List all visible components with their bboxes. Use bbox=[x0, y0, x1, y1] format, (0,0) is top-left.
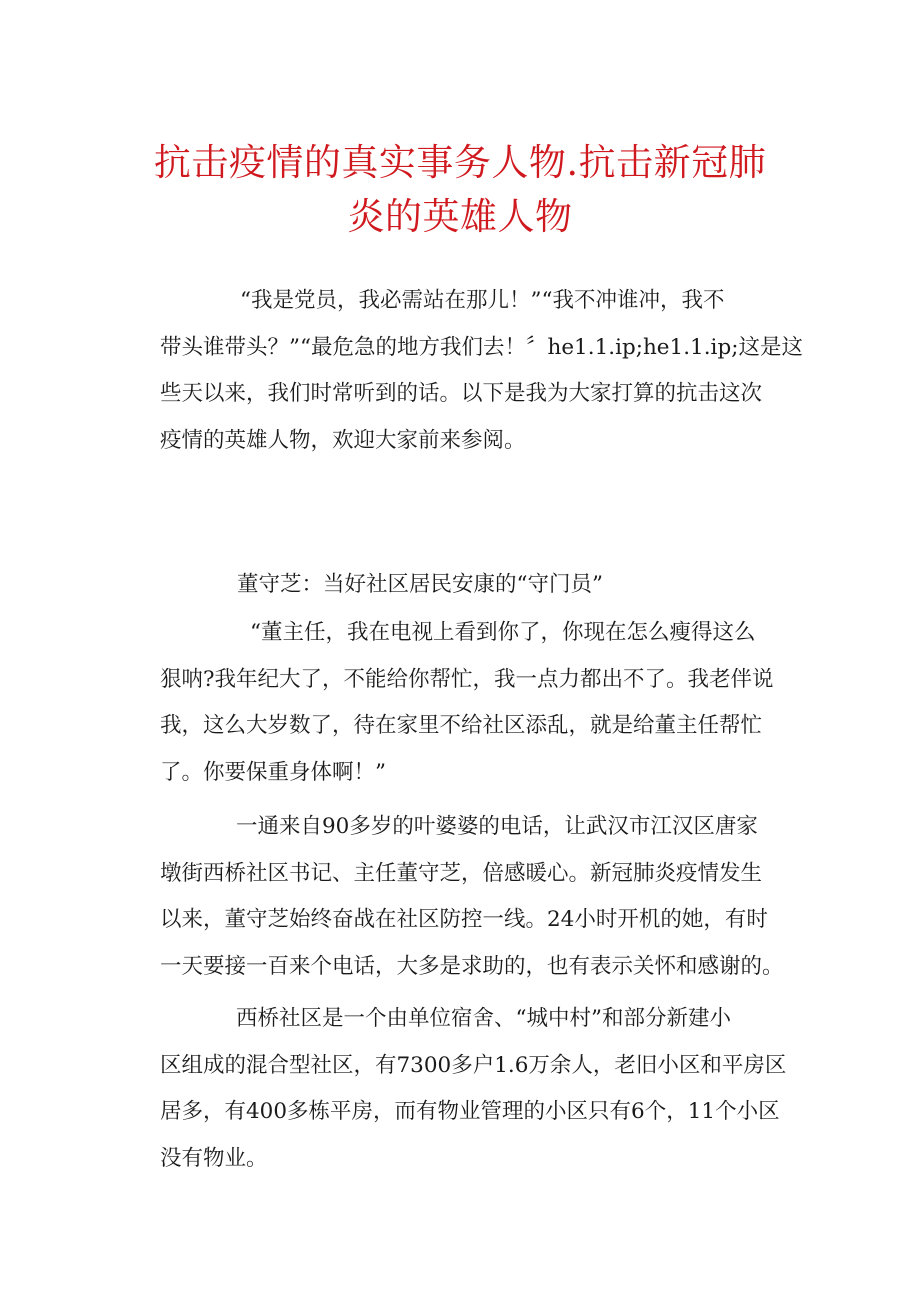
paragraph-line: 墩街西桥社区书记、主任董守芝，倍感暖心。新冠肺炎疫情发生 bbox=[160, 860, 763, 886]
intro-line: 疫情的英雄人物，欢迎大家前来参阅。 bbox=[160, 427, 526, 453]
title-line-2: 炎的英雄人物 bbox=[347, 195, 573, 238]
paragraph-line: 居多，有400多栋平房，而有物业管理的小区只有6个，11个小区 bbox=[160, 1099, 780, 1124]
paragraph-line: 西桥社区是一个由单位宿舍、“城中村”和部分新建小 bbox=[236, 1006, 731, 1031]
paragraph-3 bbox=[160, 996, 795, 1182]
paragraph-line: 了。你要保重身体啊！” bbox=[160, 759, 386, 785]
intro-line: 带头谁带头？”“最危急的地方我们去！〞he1.1.ip;he1.1.ip;这是这 bbox=[160, 334, 803, 360]
paragraph-line: 一天要接一百来个电话，大多是求助的，也有表示关怀和感谢的。 bbox=[160, 953, 784, 979]
paragraph-line: 没有物业。 bbox=[160, 1145, 268, 1171]
paragraph-2 bbox=[160, 804, 795, 990]
paragraph-line: 以来，董守芝始终奋战在社区防控一线。24小时开机的她，有时 bbox=[160, 907, 768, 932]
paragraph-line: 区组成的混合型社区，有7300多户1.6万余人，老旧小区和平房区 bbox=[160, 1052, 787, 1078]
paragraph-line: “董主任，我在电视上看到你了，你现在怎么瘦得这么 bbox=[250, 620, 756, 645]
paragraph-line: 一通来自90多岁的叶婆婆的电话，让武汉市江汉区唐家 bbox=[236, 814, 758, 839]
intro-line: “我是党员，我必需站在那儿！”“我不冲谁冲，我不 bbox=[240, 288, 725, 313]
intro-line: 些天以来，我们时常听到的话。以下是我为大家打算的抗击这次 bbox=[160, 381, 763, 406]
section-heading: 董守芝：当好社区居民安康的“守门员” bbox=[237, 572, 603, 597]
paragraph-1 bbox=[160, 610, 795, 796]
intro-paragraph bbox=[160, 278, 803, 464]
document-title bbox=[130, 136, 790, 244]
paragraph-line: 狠呐?我年纪大了，不能给你帮忙，我一点力都出不了。我老伴说 bbox=[160, 666, 774, 692]
title-line-1: 抗击疫情的真实事务人物.抗击新冠肺 bbox=[153, 141, 767, 184]
paragraph-line: 我，这么大岁数了，待在家里不给社区添乱，就是给董主任帮忙 bbox=[160, 713, 763, 738]
